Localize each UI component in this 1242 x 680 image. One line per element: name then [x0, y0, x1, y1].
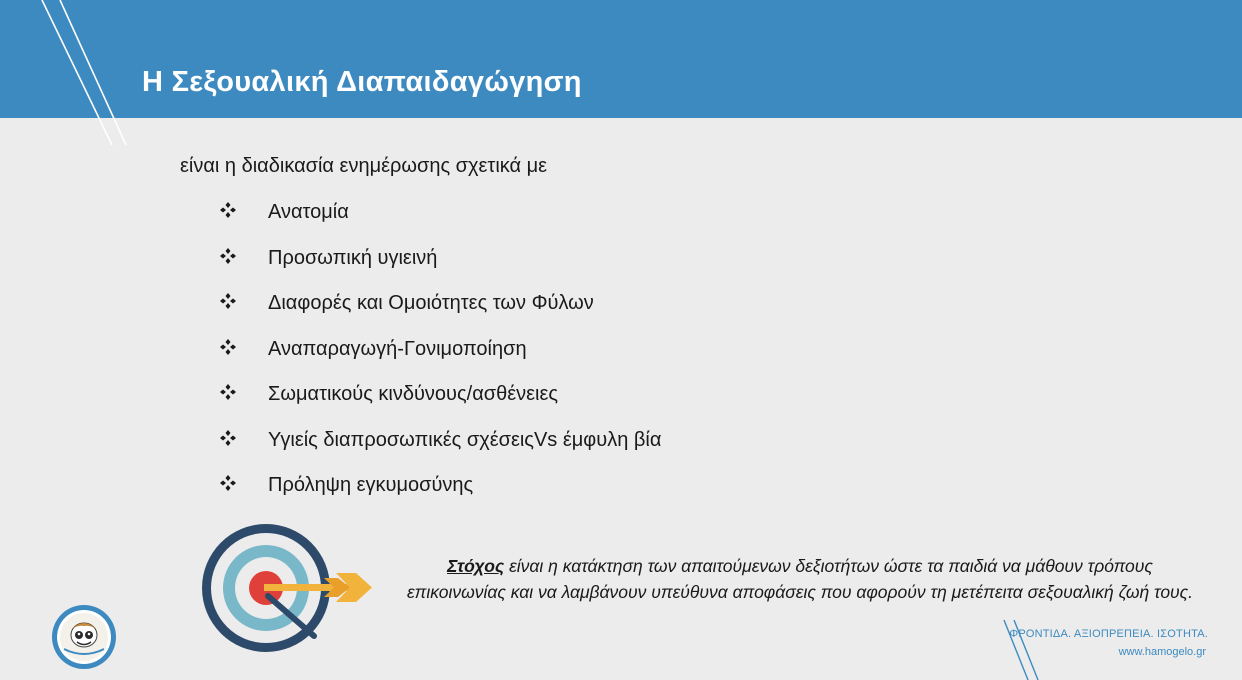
four-diamond-bullet-icon: [218, 200, 238, 220]
footer-slogan: ΦΡΟΝΤΙΔΑ. ΑΞΙΟΠΡΕΠΕΙΑ. ΙΣΟΤΗΤΑ.: [1009, 628, 1208, 640]
list-item-label: Υγιείς διαπροσωπικές σχέσειςVs έμφυλη βία: [268, 428, 662, 451]
list-item-label: Διαφορές και Ομοιότητες των Φύλων: [268, 292, 594, 314]
slide-title: Η Σεξουαλική Διαπαιδαγώγηση: [142, 66, 582, 98]
goal-statement: [400, 553, 1200, 605]
goal-description: είναι η κατάκτηση των απαιτούμενων δεξιοτήτων ώστε τα παιδιά να μάθουν τρόπους επικοινωνίας και να λαμβάνουν υπεύθυνα αποφάσεις που αφορούν τη μετέπειτα σεξουαλική ζωή τους.: [406, 556, 1194, 602]
decorative-diagonal-lines: [0, 0, 140, 150]
four-diamond-bullet-icon: [218, 291, 238, 311]
four-diamond-bullet-icon: [218, 382, 238, 402]
four-diamond-bullet-icon: [218, 428, 238, 448]
intro-text: είναι η διαδικασία ενημέρωσης σχετικά με: [180, 155, 548, 177]
bullseye-target-icon: [196, 518, 381, 658]
four-diamond-bullet-icon: [218, 246, 238, 266]
list-item-label: Σωματικούς κινδύνους/ασθένειες: [268, 383, 559, 405]
four-diamond-bullet-icon: [218, 473, 238, 493]
list-item-label: Πρόληψη εγκυμοσύνης: [268, 474, 474, 496]
header-band: [0, 0, 1242, 118]
four-diamond-bullet-icon: [218, 337, 238, 357]
list-item-label: Αναπαραγωγή-Γονιμοποίηση: [268, 337, 527, 360]
goal-label: Στόχος: [447, 556, 505, 576]
hamogelo-logo-icon: [50, 603, 118, 671]
list-item-label: Ανατομία: [268, 201, 349, 223]
list-item-label: Προσωπική υγιεινή: [268, 246, 438, 269]
footer-website-link[interactable]: www.hamogelo.gr: [1118, 646, 1206, 658]
